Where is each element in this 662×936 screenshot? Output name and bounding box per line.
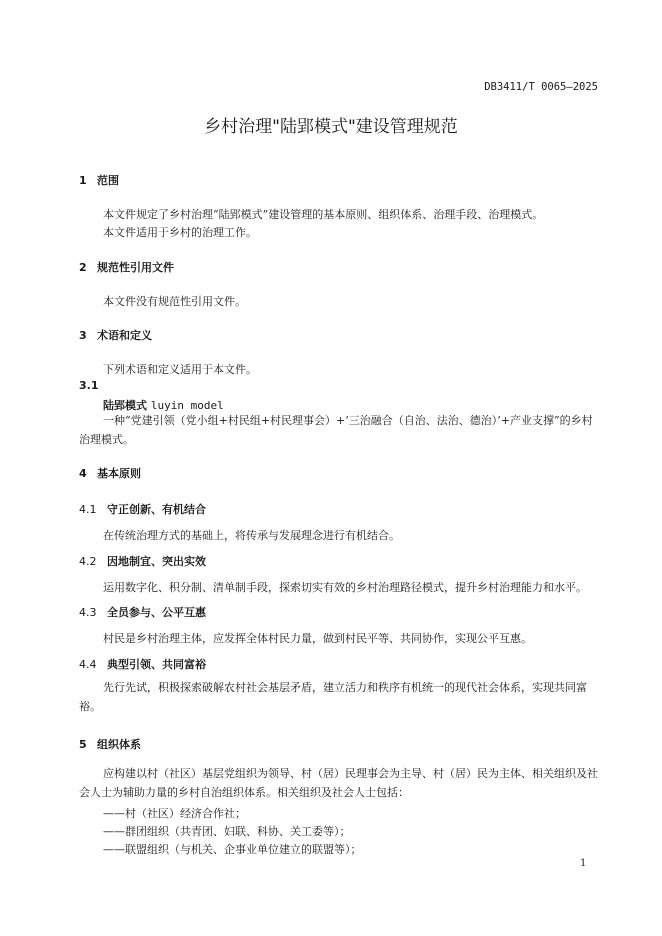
paragraph: 在传统治理方式的基础上，将传承与发展理念进行有机结合。 [103, 529, 400, 542]
section-title: 范围 [97, 174, 119, 187]
subsection-title: 全员参与、公平互惠 [107, 606, 206, 619]
paragraph: 先行先试，积极探索破解农村社会基层矛盾，建立活力和秩序有机统一的现代社会体系，实现共同富裕。 [79, 681, 587, 713]
subsection-number: 4.2 [79, 555, 97, 568]
subsection-title: 守正创新、有机结合 [107, 503, 206, 516]
subsection-number: 4.4 [79, 658, 97, 671]
section-number: 5 [79, 738, 87, 751]
section-1-heading [79, 172, 119, 188]
section-title: 术语和定义 [97, 329, 152, 342]
term-number: 3.1 [79, 379, 99, 392]
subsection-number: 4.1 [79, 503, 97, 516]
subsection-number: 4.3 [79, 606, 97, 619]
section-title: 组织体系 [97, 738, 141, 751]
section-number: 3 [79, 329, 87, 342]
document-title: 乡村治理"陆郢模式"建设管理规范 [204, 117, 458, 137]
term-definition: 一种“党建引领（党小组+村民组+村民理事会）+‘三治融合（自治、法治、德治）’+产业支撑”的乡村治理模式。 [79, 414, 593, 446]
term-chinese: 陆郢模式 [103, 399, 147, 412]
paragraph: 村民是乡村治理主体，应发挥全体村民力量，做到村民平等、共同协作，实现公平互惠。 [103, 632, 532, 645]
paragraph: 下列术语和定义适用于本文件。 [103, 363, 257, 376]
paragraph: 本文件适用于乡村的治理工作。 [103, 226, 257, 239]
paragraph: 运用数字化、积分制、清单制手段，探索切实有效的乡村治理路径模式，提升乡村治理能力和水平。 [103, 581, 587, 594]
document-code: DB3411/T 0065—2025 [484, 81, 598, 93]
section-number: 1 [79, 174, 87, 187]
paragraph: 本文件没有规范性引用文件。 [103, 295, 246, 308]
section-title: 规范性引用文件 [97, 261, 174, 274]
subsection-4-2-heading [79, 553, 206, 569]
term-english: luyin model [150, 399, 224, 412]
section-2-heading [79, 259, 174, 275]
section-number: 2 [79, 261, 87, 274]
list-item: ——联盟组织（与机关、企事业单位建立的联盟等）； [103, 843, 362, 856]
subsection-4-1-heading [79, 501, 206, 517]
section-4-heading [79, 465, 141, 481]
section-title: 基本原则 [97, 467, 141, 480]
subsection-4-4-heading [79, 656, 206, 672]
subsection-title: 因地制宜、突出实效 [107, 555, 206, 568]
section-number: 4 [79, 467, 87, 480]
subsection-4-3-heading [79, 604, 206, 620]
section-3-heading [79, 327, 152, 343]
subsection-title: 典型引领、共同富裕 [107, 658, 206, 671]
paragraph: 应构建以村（社区）基层党组织为领导、村（居）民理事会为主导、村（居）民为主体、相关组织及社会人士为辅助力量的乡村自治组织体系。相关组织及社会人士包括： [79, 767, 598, 799]
paragraph: 本文件规定了乡村治理“陆郢模式”建设管理的基本原则、组织体系、治理手段、治理模式。 [103, 208, 544, 221]
section-5-heading [79, 736, 141, 752]
list-item: ——村（社区）经济合作社； [103, 807, 246, 820]
list-item: ——群团组织（共青团、妇联、科协、关工委等）； [103, 825, 351, 838]
page-number: 1 [580, 858, 587, 869]
